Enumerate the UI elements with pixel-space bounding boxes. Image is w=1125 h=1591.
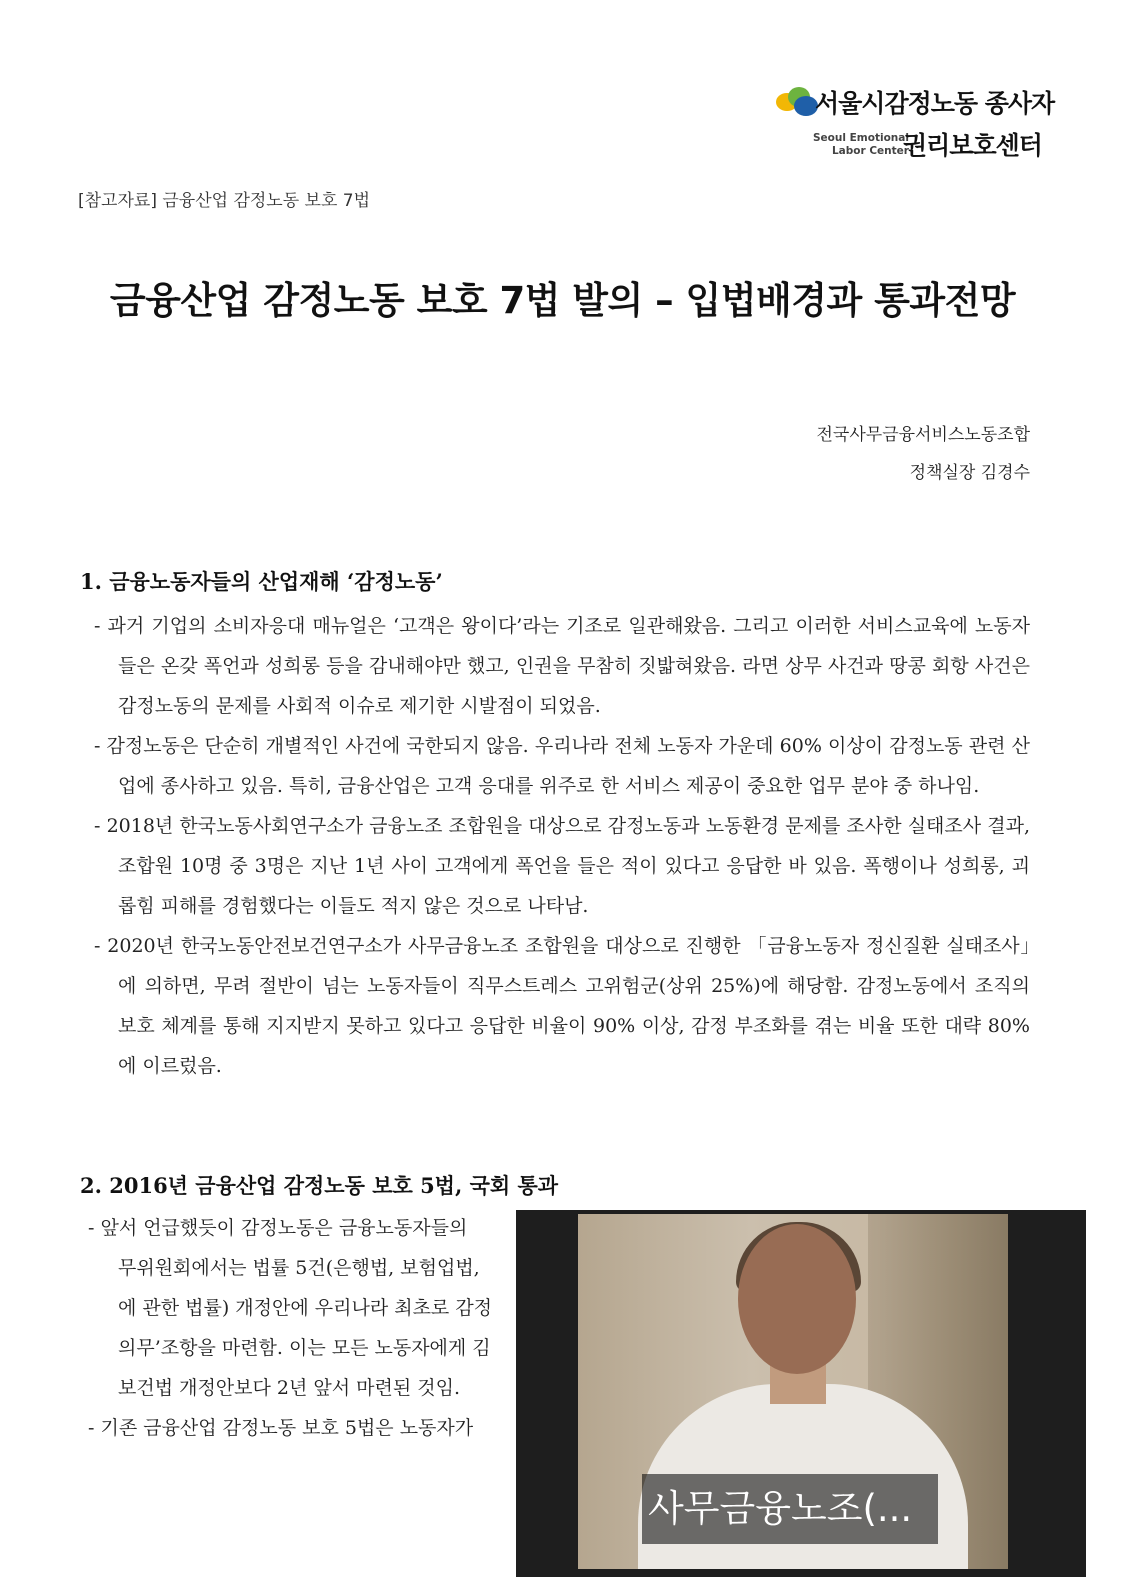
video-call-overlay[interactable]: [516, 1210, 1086, 1577]
section2-heading: 2. 2016년 금융산업 감정노동 보호 5법, 국회 통과: [80, 1173, 559, 1198]
logo-english: [813, 132, 909, 158]
text-line: 무위원회에서는 법률 5건(은행법, 보험업법,: [118, 1257, 480, 1279]
participant-name-label: 사무금융노조(...: [642, 1474, 938, 1544]
author-organization: 전국사무금융서비스노동조합: [816, 425, 1030, 445]
text-line: - 앞서 언급했듯이 감정노동은 금융노동자들의: [88, 1217, 468, 1239]
text-line: 에 관한 법률) 개정안에 우리나라 최초로 감정: [118, 1297, 493, 1319]
reference-label: [참고자료] 금융산업 감정노동 보호 7법: [78, 191, 371, 211]
text-line: - 기존 금융산업 감정노동 보호 5법은 노동자가: [88, 1417, 474, 1439]
bullet-item: - 감정노동은 단순히 개별적인 사건에 국한되지 않음. 우리나라 전체 노동자 가운데 60% 이상이 감정노동 관련 산업에 종사하고 있음. 특히, 금융산업은 고객 응대를 위주로 한 서비스 제공이 중요한 업무 분야 중 하나임.: [94, 735, 1030, 797]
text-line: 보건법 개정안보다 2년 앞서 마련된 것임.: [118, 1377, 460, 1399]
center-logo: [775, 80, 1055, 170]
logo-title-line2: 권리보호센터: [903, 131, 1042, 160]
author-name: 정책실장 김경수: [909, 463, 1030, 483]
blurred-face: [738, 1224, 856, 1374]
text-line: 의무’조항을 마련함. 이는 모든 노동자에게 김: [118, 1337, 491, 1359]
bullet-item: - 2020년 한국노동안전보건연구소가 사무금융노조 조합원을 대상으로 진행한 「금융노동자 정신질환 실태조사」에 의하면, 무려 절반이 넘는 노동자들이 직무스트레스 고위험군(상위 25%)에 해당함. 감정노동에서 조직의 보호 체계를 통해 지지받지 못하고 있다고 응답한 비율이 90% 이상, 감정 부조화를 겪는 비율 또한 대략 80%에 이르렀음.: [94, 935, 1030, 1077]
section2-body: [82, 1208, 522, 1448]
logo-title-line1: 서울시감정노동 종사자: [815, 89, 1055, 118]
bullet-item: - 과거 기업의 소비자응대 매뉴얼은 ‘고객은 왕이다’라는 기조로 일관해왔음. 그리고 이러한 서비스교육에 노동자들은 온갖 폭언과 성희롱 등을 감내해야만 했고, 인권을 무참히 짓밟혀왔음. 라면 상무 사건과 땅콩 회항 사건은 감정노동의 문제를 사회적 이슈로 제기한 시발점이 되었음.: [94, 615, 1030, 717]
section1-body: [82, 606, 1030, 1086]
logo-english-line2: Labor Center: [831, 145, 909, 157]
document-title: 금융산업 감정노동 보호 7법 발의 – 입법배경과 통과전망: [109, 279, 1016, 322]
logo-english-line1: Seoul Emotional: [813, 132, 909, 144]
bullet-item: - 2018년 한국노동사회연구소가 금융노조 조합원을 대상으로 감정노동과 노동환경 문제를 조사한 실태조사 결과, 조합원 10명 중 3명은 지난 1년 사이 고객에게 폭언을 들은 적이 있다고 응답한 바 있음. 폭행이나 성희롱, 괴롭힘 피해를 경험했다는 이들도 적지 않은 것으로 나타남.: [94, 815, 1030, 917]
participant-video-frame: [578, 1214, 1008, 1569]
section1-heading: 1. 금융노동자들의 산업재해 ‘감정노동’: [80, 569, 443, 594]
